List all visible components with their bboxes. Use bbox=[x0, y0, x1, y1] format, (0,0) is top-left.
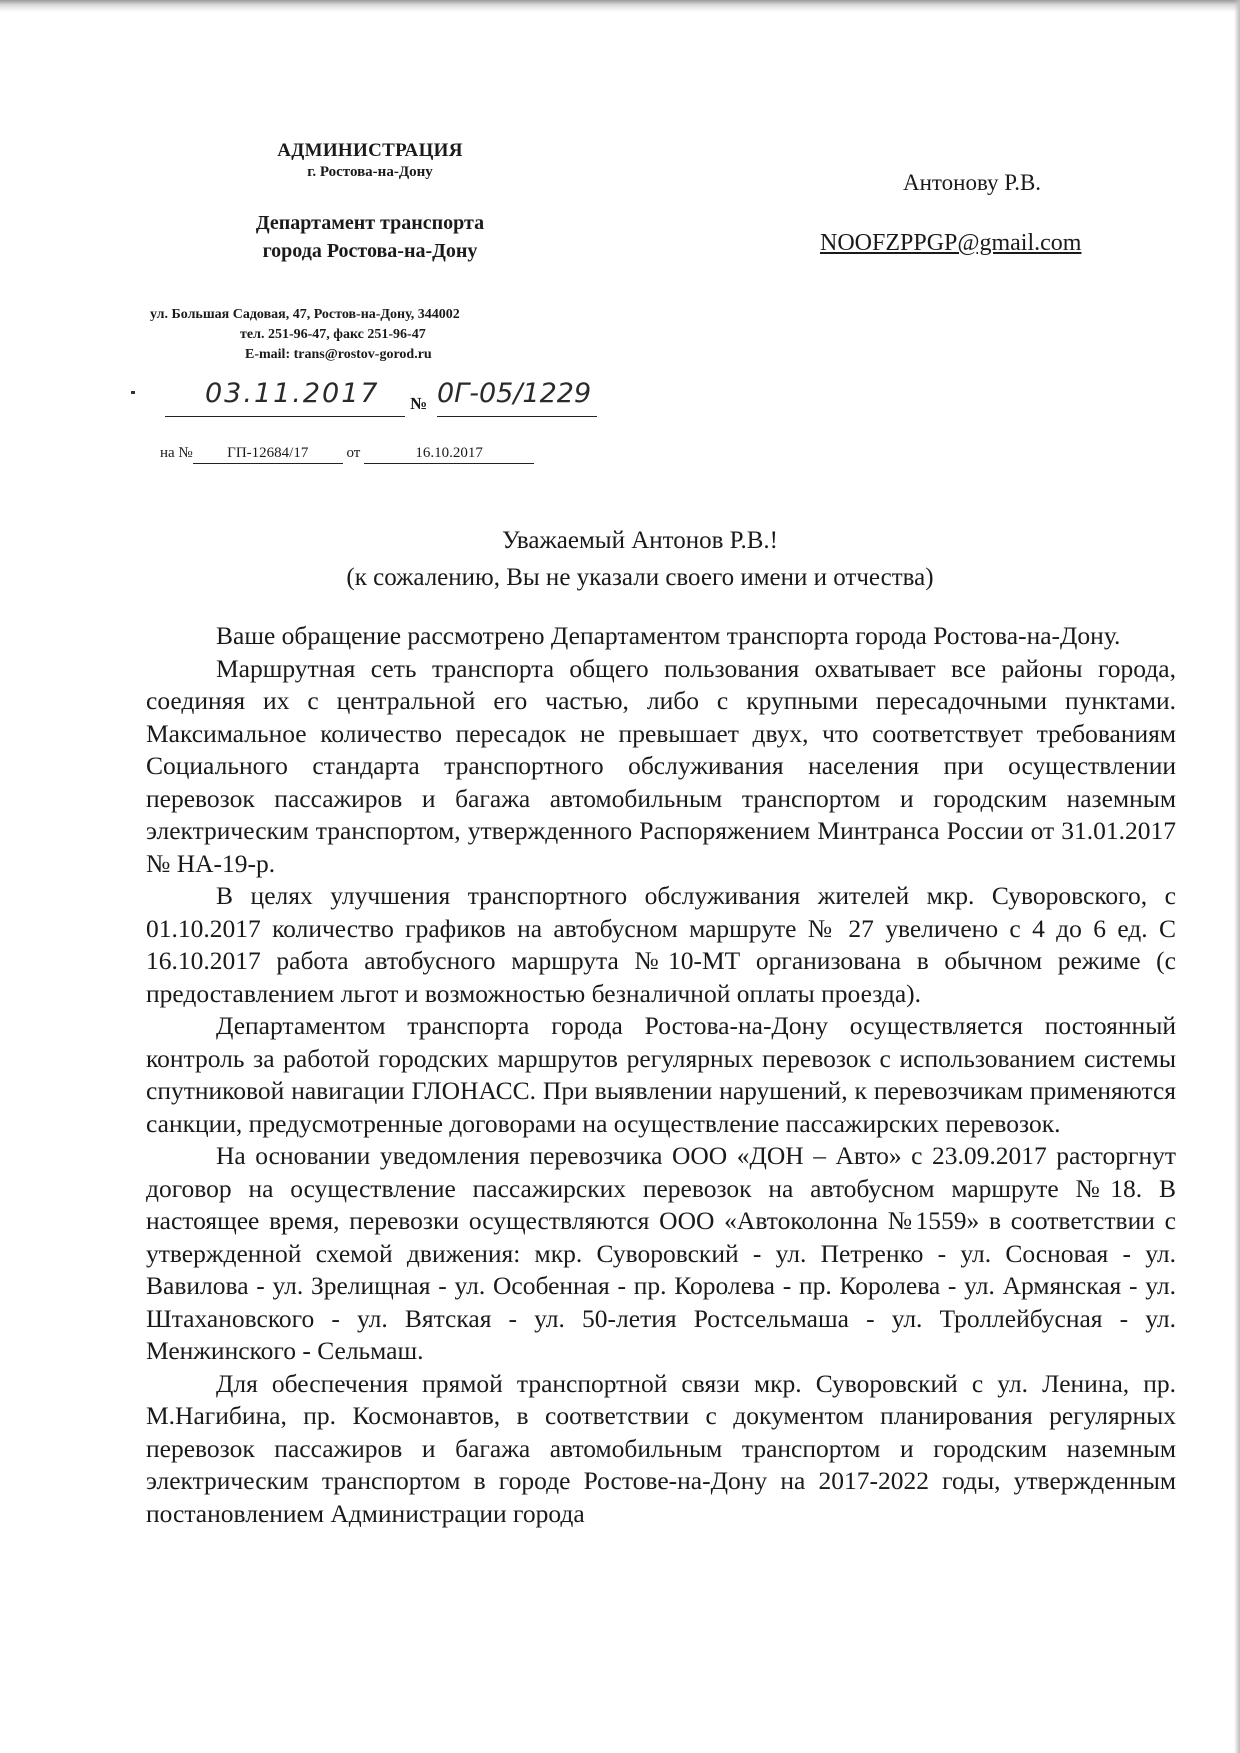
letter-body bbox=[146, 620, 1176, 1530]
registration-number: 0Г-05/1229 bbox=[437, 378, 592, 409]
reference-line bbox=[160, 443, 600, 464]
body-paragraph-4: Департаментом транспорта города Ростова-на-Дону осуществляется постоянный контроль за работой городских маршрутов регулярных перевозок с использованием системы спутниковой навигации ГЛОНАСС. При выявлении нарушений, к перевозчикам применяются санкции, предусмотренные договорами на осуществление пассажирских перевозок. bbox=[146, 1011, 1176, 1138]
letterhead-dept-line1: Департамент транспорта bbox=[255, 212, 485, 234]
salutation-note: (к сожалению, Вы не указали своего имени и отчества) bbox=[346, 564, 934, 591]
body-paragraph-6: Для обеспечения прямой транспортной связи мкр. Суворовский с ул. Ленина, пр. М.Нагибина, пр. Космонавтов, в соответствии с документом планирования регулярных перевозок пассажиров и багажа автомобильным транспортом и городским наземным электрическим транспортом в городе Ростове-на-Дону на 2017-2022 годы, утвержденным постановлением Администрации города bbox=[146, 1368, 1176, 1528]
body-paragraph-1: Ваше обращение рассмотрено Департаментом транспорта города Ростова-на-Дону. bbox=[216, 621, 1121, 650]
registration-number-sign: № bbox=[410, 394, 428, 413]
body-paragraph-5: На основании уведомления перевозчика ООО «ДОН – Авто» с 23.09.2017 расторгнут договор на осуществление пассажирских перевозок на автобусном маршруте №18. В настоящее время, перевозки осуществляются ООО «Автоколонна №1559» в соответствии с утвержденной схемой движения: мкр. Суворовский - ул. Петренко - ул. Сосновая - ул. Вавилова - ул. Зрелищная - ул. Особенная - пр. Королева - пр. Королева - ул. Армянская - ул. Штахановского - ул. Вятская - ул. 50-летия Ростсельмаша - ул. Троллейбусная - ул. Менжинского - Сельмаш. bbox=[146, 1141, 1176, 1365]
registration-date: 03.11.2017 bbox=[205, 378, 380, 409]
salutation bbox=[140, 522, 1140, 596]
letterhead-admin: АДМИНИСТРАЦИЯ bbox=[277, 140, 463, 161]
letterhead-city: г. Ростова-на-Дону bbox=[307, 164, 433, 180]
letterhead-phone: тел. 251-96-47, факс 251-96-47 bbox=[240, 327, 426, 342]
reference-number: ГП-12684/17 bbox=[193, 443, 343, 464]
reference-from: от bbox=[346, 445, 361, 461]
scan-right-edge bbox=[1234, 0, 1240, 1753]
letterhead-email: E-mail: trans@rostov-gorod.ru bbox=[245, 347, 432, 362]
letterhead-dept-line2: города Ростова-на-Дону bbox=[262, 240, 478, 262]
scan-speck bbox=[131, 391, 135, 394]
recipient-name: Антонову Р.В. bbox=[903, 170, 1042, 195]
recipient-block bbox=[820, 170, 1150, 257]
salutation-greeting: Уважаемый Антонов Р.В.! bbox=[502, 527, 778, 554]
reference-date: 16.10.2017 bbox=[364, 443, 534, 464]
letterhead bbox=[150, 140, 590, 265]
registration-date-underline bbox=[165, 416, 405, 417]
body-paragraph-2: Маршрутная сеть транспорта общего пользования охватывает все районы города, соединяя их с центральной его частью, либо с крупными пересадочными пунктами. Максимальное количество пересадок не превышает двух, что соответствует требованиям Социального стандарта транспортного обслуживания населения при осуществлении перевозок пассажиров и багажа автомобильным транспортом и городским наземным электрическим транспортом, утвержденного Распоряжением Минтранса России от 31.01.2017 № НА-19-р. bbox=[146, 653, 1176, 878]
registration-line bbox=[165, 378, 605, 422]
recipient-email: NOOFZPPGP@gmail.com bbox=[820, 230, 1082, 256]
body-paragraph-3: В целях улучшения транспортного обслуживания жителей мкр. Суворовского, с 01.10.2017 количество графиков на автобусном маршруте № 27 увеличено с 4 до 6 ед. С 16.10.2017 работа автобусного маршрута №10-МТ организована в обычном режиме (с предоставлением льгот и возможностью безналичной оплаты проезда). bbox=[146, 881, 1176, 1008]
letterhead-department bbox=[150, 209, 590, 265]
scan-top-edge bbox=[0, 0, 1240, 12]
letterhead-contacts bbox=[150, 305, 590, 365]
registration-number-underline bbox=[437, 416, 597, 417]
reference-prefix: на № bbox=[160, 445, 193, 461]
letterhead-address: ул. Большая Садовая, 47, Ростов-на-Дону, 344002 bbox=[150, 307, 460, 322]
